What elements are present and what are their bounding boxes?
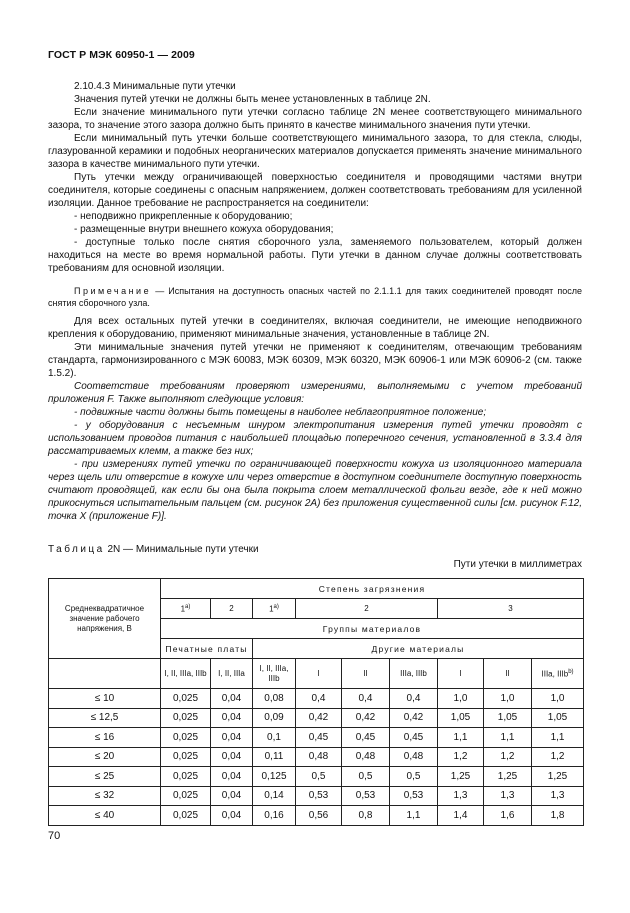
list-item: - неподвижно прикрепленные к оборудованию; bbox=[74, 211, 293, 222]
creepage-table bbox=[48, 578, 584, 826]
value-cell: 0,4 bbox=[296, 689, 342, 709]
voltage-cell: ≤ 12,5 bbox=[49, 708, 161, 728]
value-cell: 0,025 bbox=[161, 708, 211, 728]
paragraph: Значения путей утечки не должны быть менее установленных в таблице 2N. bbox=[74, 94, 431, 105]
material-group: II bbox=[484, 659, 532, 689]
value-cell: 0,14 bbox=[253, 786, 296, 806]
value-cell: 0,53 bbox=[296, 786, 342, 806]
value-cell: 1,25 bbox=[532, 767, 584, 787]
value-cell: 0,56 bbox=[296, 806, 342, 826]
table-caption bbox=[48, 544, 259, 555]
value-cell: 1,05 bbox=[532, 708, 584, 728]
table-body bbox=[49, 689, 584, 826]
value-cell: 1,3 bbox=[438, 786, 484, 806]
material-group: I bbox=[296, 659, 342, 689]
list-item: - доступные только после снятия сборочного узла, заменяемого пользователем, который должен находиться на месте во время нормальной работы. Пути утечки в данном случае должны соответствовать требованиям для основной изоляции. bbox=[48, 237, 582, 274]
table-row bbox=[49, 747, 584, 767]
value-cell: 0,08 bbox=[253, 689, 296, 709]
value-cell: 0,5 bbox=[296, 767, 342, 787]
table-row bbox=[49, 708, 584, 728]
value-cell: 1,1 bbox=[438, 728, 484, 748]
table-row bbox=[49, 689, 584, 709]
value-cell: 1,3 bbox=[532, 786, 584, 806]
value-cell: 1,4 bbox=[438, 806, 484, 826]
value-cell: 0,48 bbox=[342, 747, 390, 767]
value-cell: 1,1 bbox=[532, 728, 584, 748]
value-cell: 0,53 bbox=[342, 786, 390, 806]
value-cell: 1,6 bbox=[484, 806, 532, 826]
value-cell: 1,1 bbox=[390, 806, 438, 826]
table-row bbox=[49, 806, 584, 826]
table-caption-text: 2N — Минимальные пути утечки bbox=[104, 544, 259, 555]
value-cell: 0,4 bbox=[390, 689, 438, 709]
groups-header: Группы материалов bbox=[161, 619, 584, 639]
compliance-item: - при измерениях путей утечки по ограничивающей поверхности кожуха из изоляционного материала через щель или отверстие в кожухе или через отверстие в доступном соединителе доступную поверхность считают проводящей, как если бы она была покрыта слоем металлической фольги везде, где к ней можно прикоснуться испытательным пальцем (см. рисунок 2А) без приложения существенной силы [см. рисунок F.12, точка X (приложение F)]. bbox=[48, 459, 582, 522]
compliance-item: - подвижные части должны быть помещены в наиболее неблагоприятное положение; bbox=[74, 407, 487, 418]
material-group: IIIa, IIIb$^{b)}$ bbox=[532, 659, 584, 689]
compliance-paragraph: Соответствие требованиям проверяют измерениями, выполняемыми с учетом требований приложения F. Также выполняют следующие условия: bbox=[48, 381, 582, 405]
value-cell: 0,04 bbox=[211, 767, 253, 787]
pd-cell: 2 bbox=[211, 599, 253, 619]
value-cell: 0,04 bbox=[211, 786, 253, 806]
material-group: I, II, IIIa, IIIb bbox=[161, 659, 211, 689]
voltage-cell: ≤ 25 bbox=[49, 767, 161, 787]
value-cell: 0,04 bbox=[211, 728, 253, 748]
value-cell: 0,42 bbox=[342, 708, 390, 728]
value-cell: 0,04 bbox=[211, 689, 253, 709]
paragraph: Для всех остальных путей утечки в соединителях, включая соединители, не имеющие неподвижного крепления к оборудованию, применяют минимальные значения, установленные в таблице 2N. bbox=[48, 316, 582, 340]
note-text: — Испытания на доступность опасных частей по 2.1.1.1 для таких соединителей проводят после снятия сборочного узла. bbox=[48, 286, 582, 308]
other-header: Другие материалы bbox=[253, 639, 584, 659]
voltage-cell: ≤ 20 bbox=[49, 747, 161, 767]
value-cell: 0,8 bbox=[342, 806, 390, 826]
pd-cell: $1^{а)}$ bbox=[253, 599, 296, 619]
voltage-header: Среднеквадратичное значение рабочего напряжения, В bbox=[49, 579, 161, 659]
value-cell: 1,0 bbox=[532, 689, 584, 709]
document-body bbox=[48, 80, 582, 523]
page-number: 70 bbox=[48, 830, 61, 842]
value-cell: 0,45 bbox=[296, 728, 342, 748]
pollution-header: Степень загрязнения bbox=[161, 579, 584, 599]
value-cell: 1,25 bbox=[484, 767, 532, 787]
material-group: IIIa, IIIb bbox=[390, 659, 438, 689]
value-cell: 0,53 bbox=[390, 786, 438, 806]
value-cell: 1,2 bbox=[532, 747, 584, 767]
paragraph: Если значение минимального пути утечки согласно таблице 2N менее соответствующего минимального зазора, то значение этого зазора должно быть принято в качестве минимального значения пути утечки. bbox=[48, 107, 582, 131]
value-cell: 1,05 bbox=[484, 708, 532, 728]
value-cell: 0,04 bbox=[211, 708, 253, 728]
value-cell: 0,04 bbox=[211, 747, 253, 767]
note bbox=[48, 285, 582, 309]
value-cell: 0,025 bbox=[161, 767, 211, 787]
value-cell: 0,11 bbox=[253, 747, 296, 767]
pd-cell: 3 bbox=[438, 599, 584, 619]
value-cell: 1,05 bbox=[438, 708, 484, 728]
value-cell: 0,025 bbox=[161, 689, 211, 709]
material-group: I, II, IIIa, IIIb bbox=[253, 659, 296, 689]
value-cell: 0,025 bbox=[161, 747, 211, 767]
value-cell: 0,025 bbox=[161, 806, 211, 826]
value-cell: 0,04 bbox=[211, 806, 253, 826]
value-cell: 1,1 bbox=[484, 728, 532, 748]
voltage-cell: ≤ 16 bbox=[49, 728, 161, 748]
note-label: Примечание bbox=[74, 286, 152, 296]
value-cell: 0,42 bbox=[296, 708, 342, 728]
table-row bbox=[49, 767, 584, 787]
list-item: - размещенные внутри внешнего кожуха оборудования; bbox=[74, 224, 334, 235]
value-cell: 1,2 bbox=[484, 747, 532, 767]
value-cell: 0,4 bbox=[342, 689, 390, 709]
pd-cell: $1^{а)}$ bbox=[161, 599, 211, 619]
table-caption-label: Таблица bbox=[48, 544, 105, 555]
value-cell: 1,0 bbox=[484, 689, 532, 709]
voltage-cell: ≤ 10 bbox=[49, 689, 161, 709]
material-group: II bbox=[342, 659, 390, 689]
value-cell: 0,45 bbox=[390, 728, 438, 748]
voltage-cell: ≤ 32 bbox=[49, 786, 161, 806]
value-cell: 0,125 bbox=[253, 767, 296, 787]
value-cell: 0,16 bbox=[253, 806, 296, 826]
document-header: ГОСТ Р МЭК 60950-1 — 2009 bbox=[48, 49, 195, 61]
compliance-item: - у оборудования с несъемным шнуром электропитания измерения путей утечки проводят с использованием проводов питания с наибольшей площадью поперечного сечения, установленной в 3.3.4 для рассматриваемых клемм, а также без них; bbox=[48, 420, 582, 457]
value-cell: 1,8 bbox=[532, 806, 584, 826]
paragraph: Если минимальный путь утечки больше соответствующего минимального зазора, то для стекла, слюды, глазурованной керамики и подобных неорганических материалов допускается применять значение минимального зазора в качестве минимального пути утечки. bbox=[48, 133, 582, 170]
value-cell: 0,42 bbox=[390, 708, 438, 728]
value-cell: 0,025 bbox=[161, 728, 211, 748]
value-cell: 0,025 bbox=[161, 786, 211, 806]
table-row bbox=[49, 786, 584, 806]
table-row bbox=[49, 728, 584, 748]
value-cell: 0,5 bbox=[342, 767, 390, 787]
value-cell: 1,3 bbox=[484, 786, 532, 806]
section-heading: 2.10.4.3 Минимальные пути утечки bbox=[74, 81, 236, 92]
pd-cell: 2 bbox=[296, 599, 438, 619]
value-cell: 0,48 bbox=[296, 747, 342, 767]
paragraph: Путь утечки между ограничивающей поверхностью соединителя и проводящими частями внутри соединителя, которые соединены с опасным напряжением, должен соответствовать требованиям для усиленной изоляции. Данное требование не распространяется на соединители: bbox=[48, 172, 582, 209]
value-cell: 0,09 bbox=[253, 708, 296, 728]
pcb-header: Печатные платы bbox=[161, 639, 253, 659]
value-cell: 0,48 bbox=[390, 747, 438, 767]
value-cell: 1,25 bbox=[438, 767, 484, 787]
paragraph: Эти минимальные значения путей утечки не применяют к соединителям, отвечающим требованиям стандарта, гармонизированного с МЭК 60083, МЭК 60309, МЭК 60320, МЭК 60906-1 или МЭК 60906-2 (см. также 1.5.2). bbox=[48, 342, 582, 379]
material-group: I, II, IIIa bbox=[211, 659, 253, 689]
voltage-cell: ≤ 40 bbox=[49, 806, 161, 826]
value-cell: 1,2 bbox=[438, 747, 484, 767]
value-cell: 0,1 bbox=[253, 728, 296, 748]
value-cell: 0,5 bbox=[390, 767, 438, 787]
table-unit: Пути утечки в миллиметрах bbox=[453, 559, 582, 570]
material-group: I bbox=[438, 659, 484, 689]
value-cell: 1,0 bbox=[438, 689, 484, 709]
value-cell: 0,45 bbox=[342, 728, 390, 748]
